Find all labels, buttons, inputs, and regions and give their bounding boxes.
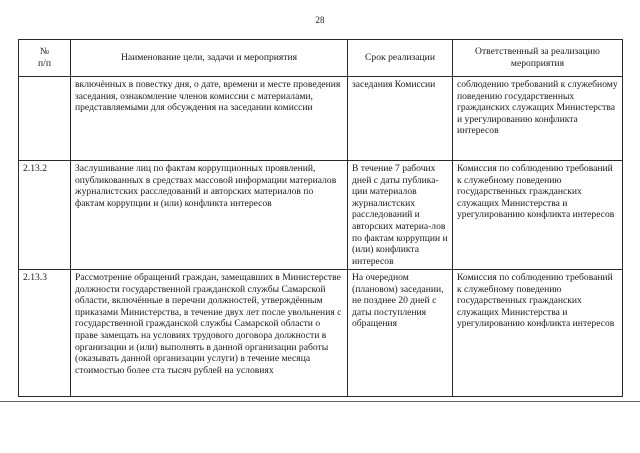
row-name: Рассмотрение обращений граждан, замещавших в Министерстве должности государственной гражданской службы Самарской области, включённые в перечни должностей, утверждённым приказами Министерства, в течение двух лет после увольнения с государственной гражданской службы Самарской области о праве замещать на условиях трудового договора должности в организации и (или) выполнять в данной организации работы (оказывать данной организации услуги) в течение месяца стоимостью более ста тысяч рублей на условиях <box>71 270 348 397</box>
row-term: На очередном (плановом) заседании, не позднее 20 дней с даты поступления обращения <box>348 270 453 397</box>
row-name: Заслушивание лиц по фактам коррупционных проявлений, опубликованных в средствах массовой информации материалов журналистских расследований и авторских материалов по фактам коррупции и (или) конфликта интересов <box>71 161 348 270</box>
table-row <box>19 161 623 270</box>
row-num: 2.13.3 <box>19 270 71 397</box>
header-responsible: Ответственный за реализацию мероприятия <box>453 40 623 77</box>
row-term: В течение 7 рабочих дней с даты публика-ции материалов журналистских расследований и авторских материа-лов по фактам коррупции и (или) конфликта интересов <box>348 161 453 270</box>
row-responsible: соблюдению требований к служебному поведению государственных гражданских служащих Министерства и урегулированию конфликта интересов <box>453 77 623 161</box>
table-header-row <box>19 40 623 77</box>
row-term: заседания Комиссии <box>348 77 453 161</box>
header-name: Наименование цели, задачи и мероприятия <box>71 40 348 77</box>
table-row <box>19 270 623 397</box>
measures-table <box>18 39 623 397</box>
header-term: Срок реализации <box>348 40 453 77</box>
row-num: 2.13.2 <box>19 161 71 270</box>
row-responsible: Комиссия по соблюдению требований к служебному поведению государственных гражданских служащих Министерства и урегулированию конфликта интересов <box>453 270 623 397</box>
page-bottom-rule <box>0 401 640 402</box>
row-responsible: Комиссия по соблюдению требований к служебному поведению государственных гражданских служащих Министерства и урегулированию конфликта интересов <box>453 161 623 270</box>
table-row <box>19 77 623 161</box>
page-number: 28 <box>315 15 325 25</box>
row-num <box>19 77 71 161</box>
header-num: № п/п <box>19 40 71 77</box>
row-name: включённых в повестку дня, о дате, времени и месте проведения заседания, ознакомление членов комиссии с материалами, представляемыми для обсуждения на заседании комиссии <box>71 77 348 161</box>
